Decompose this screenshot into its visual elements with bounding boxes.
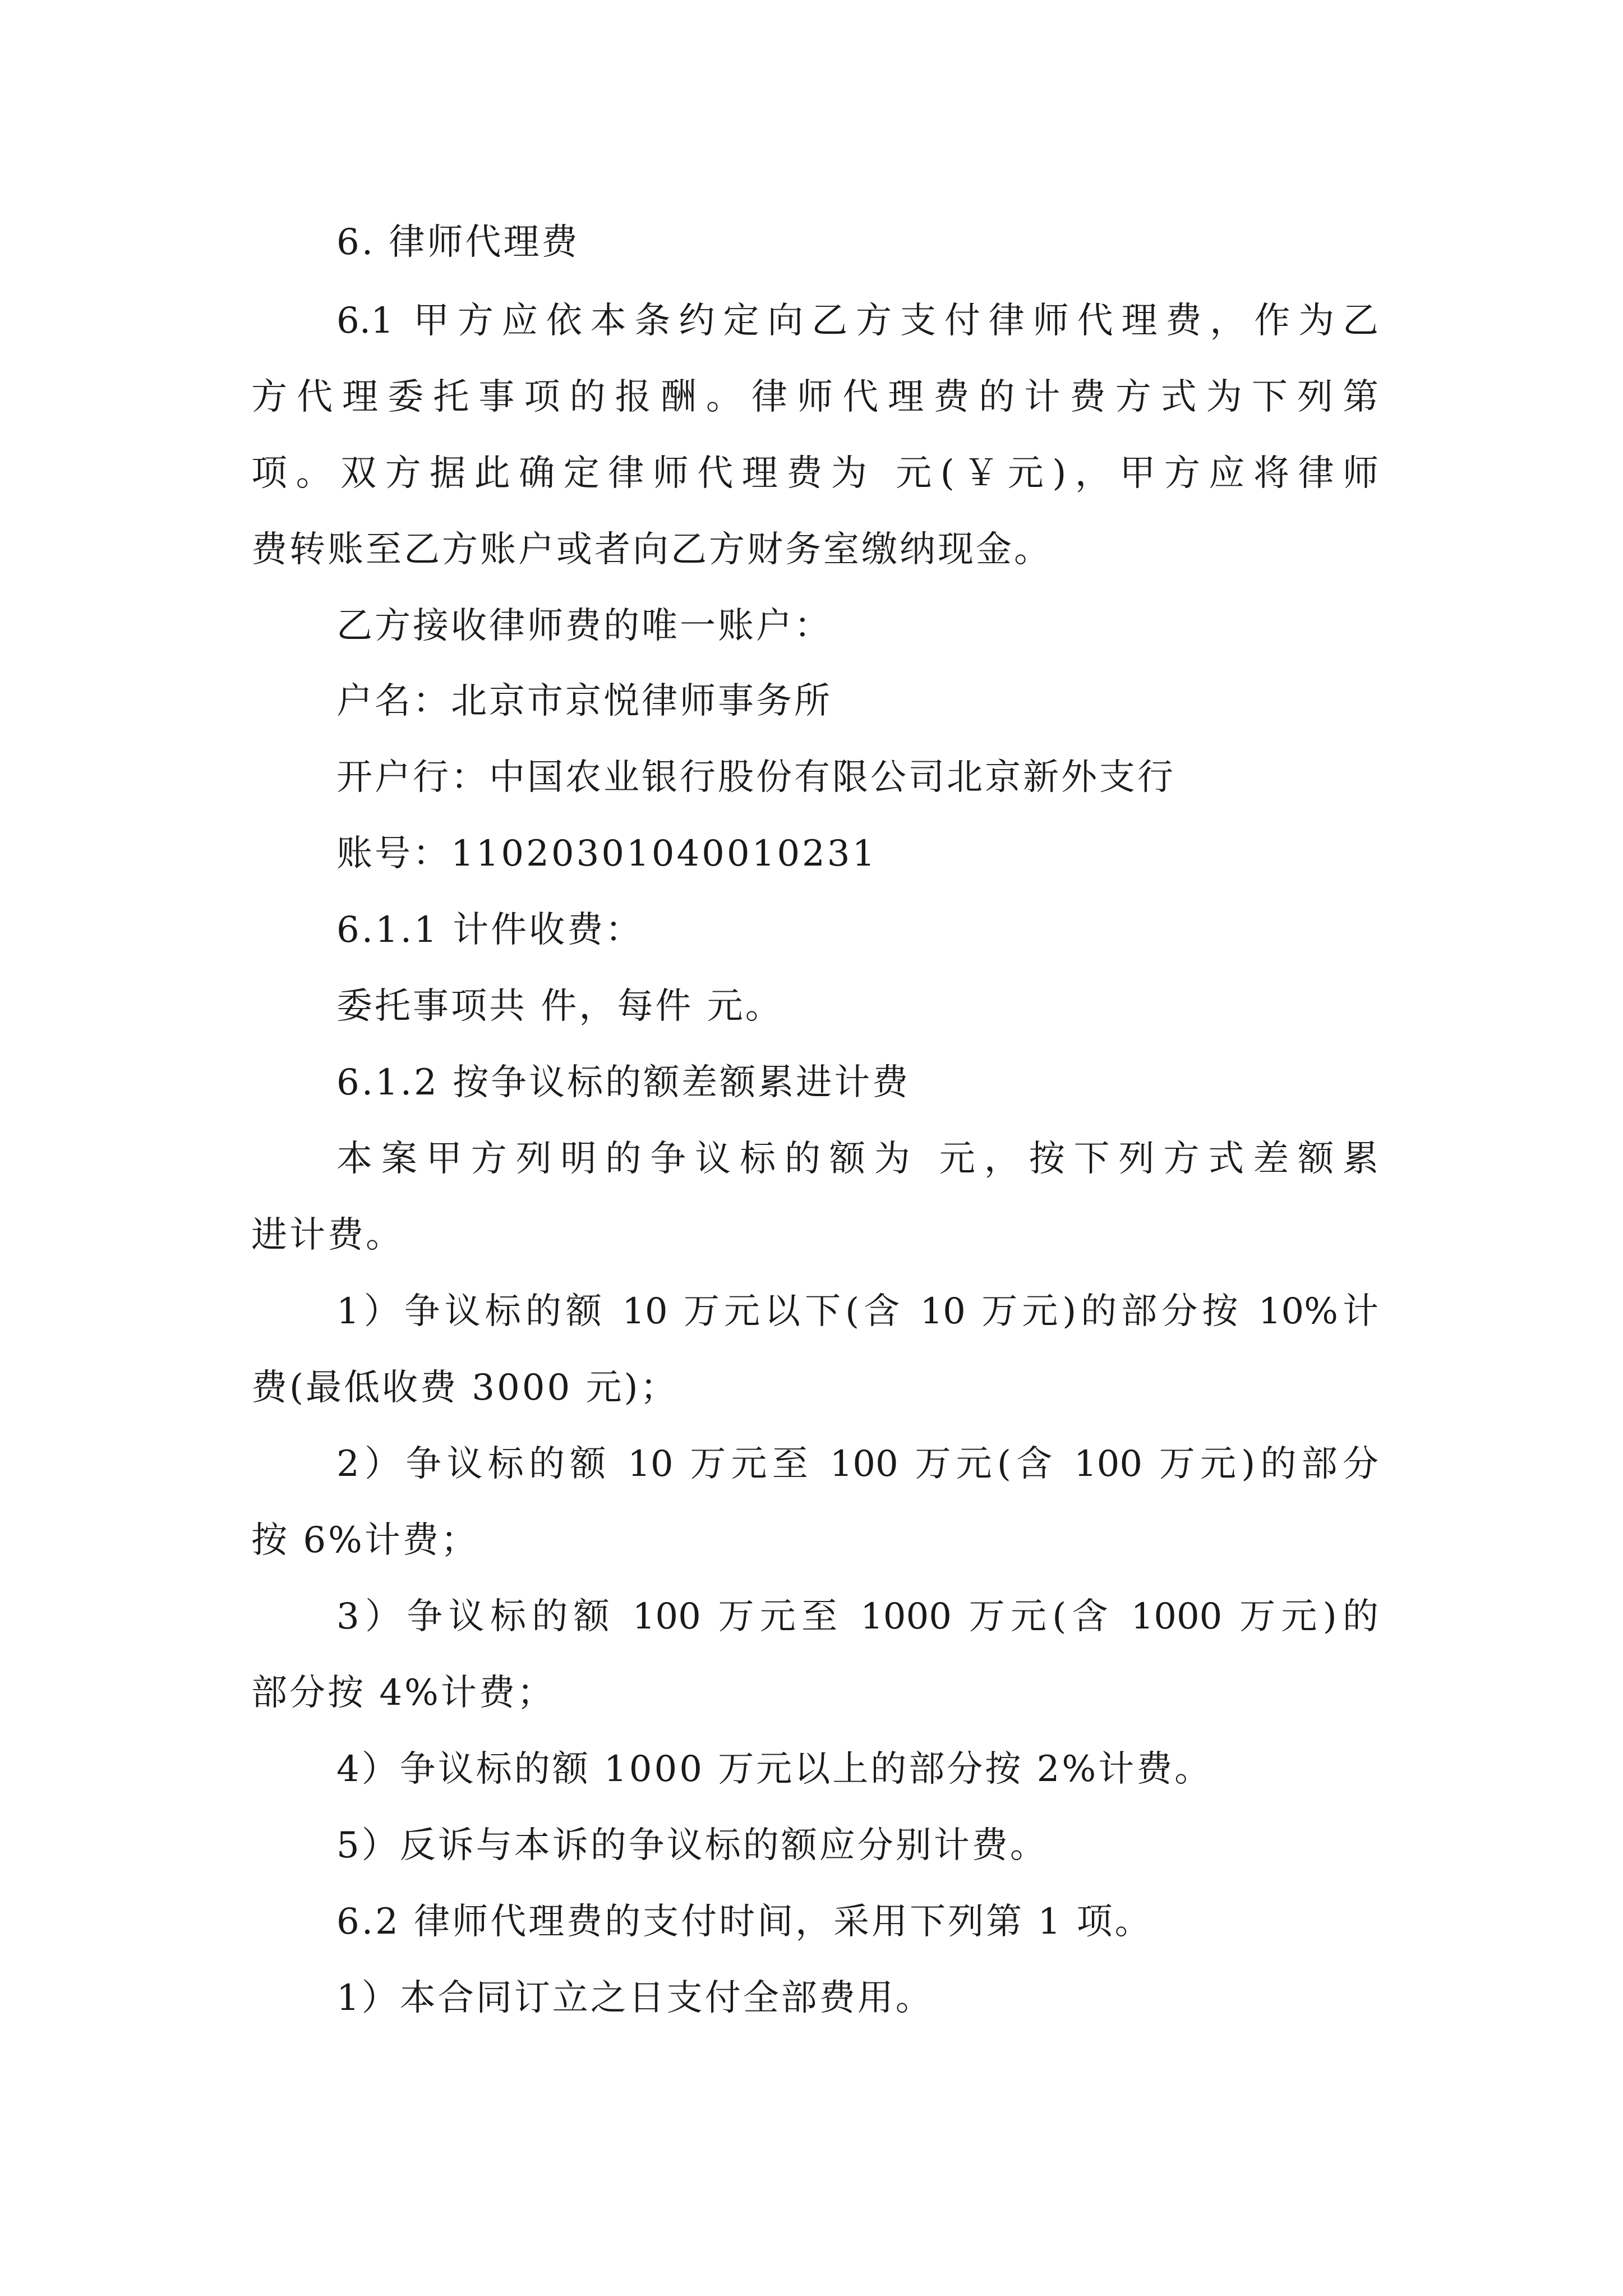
- subsection-heading: 6.1.1 计件收费：: [336, 909, 644, 951]
- section-heading: 6. 律师代理费: [336, 222, 580, 263]
- account-bank: 开户行：中国农业银行股份有限公司北京新外支行: [336, 757, 1175, 798]
- list-item: 1）本合同订立之日支付全部费用。: [336, 1977, 934, 2019]
- paragraph-line: 进计费。: [251, 1214, 404, 1256]
- list-item: 5）反诉与本诉的争议标的额应分别计费。: [336, 1825, 1048, 1866]
- list-item-continuation: 部分按 4%计费；: [251, 1672, 555, 1714]
- list-item: 1）争议标的额 10 万元以下(含 10 万元)的部分按 10%计: [336, 1291, 1378, 1332]
- account-intro: 乙方接收律师费的唯一账户：: [336, 605, 832, 647]
- list-item-continuation: 费(最低收费 3000 元)；: [251, 1367, 679, 1409]
- account-name: 户名：北京市京悦律师事务所: [336, 680, 832, 722]
- list-item: 3）争议标的额 100 万元至 1000 万元(含 1000 万元)的: [336, 1596, 1378, 1637]
- paragraph-line: 本案甲方列明的争议标的额为 元，按下列方式差额累: [336, 1138, 1378, 1180]
- list-item: 4）争议标的额 1000 万元以上的部分按 2%计费。: [336, 1749, 1213, 1790]
- paragraph-line: 方代理委托事项的报酬。律师代理费的计费方式为下列第: [251, 376, 1378, 418]
- paragraph-line: 项。双方据此确定律师代理费为 元(￥元)，甲方应将律师: [251, 453, 1378, 494]
- subsection-heading: 6.1.2 按争议标的额差额累进计费: [336, 1062, 911, 1103]
- subsection-heading: 6.2 律师代理费的支付时间，采用下列第 1 项。: [336, 1901, 1153, 1943]
- list-item: 2）争议标的额 10 万元至 100 万元(含 100 万元)的部分: [336, 1443, 1378, 1485]
- list-item-continuation: 按 6%计费；: [251, 1520, 479, 1561]
- paragraph-line: 6.1 甲方应依本条约定向乙方支付律师代理费，作为乙: [336, 300, 1378, 342]
- account-number: 账号：11020301040010231: [336, 833, 878, 875]
- paragraph-line: 委托事项共 件，每件 元。: [336, 986, 783, 1027]
- paragraph-line: 费转账至乙方账户或者向乙方财务室缴纳现金。: [251, 529, 1052, 570]
